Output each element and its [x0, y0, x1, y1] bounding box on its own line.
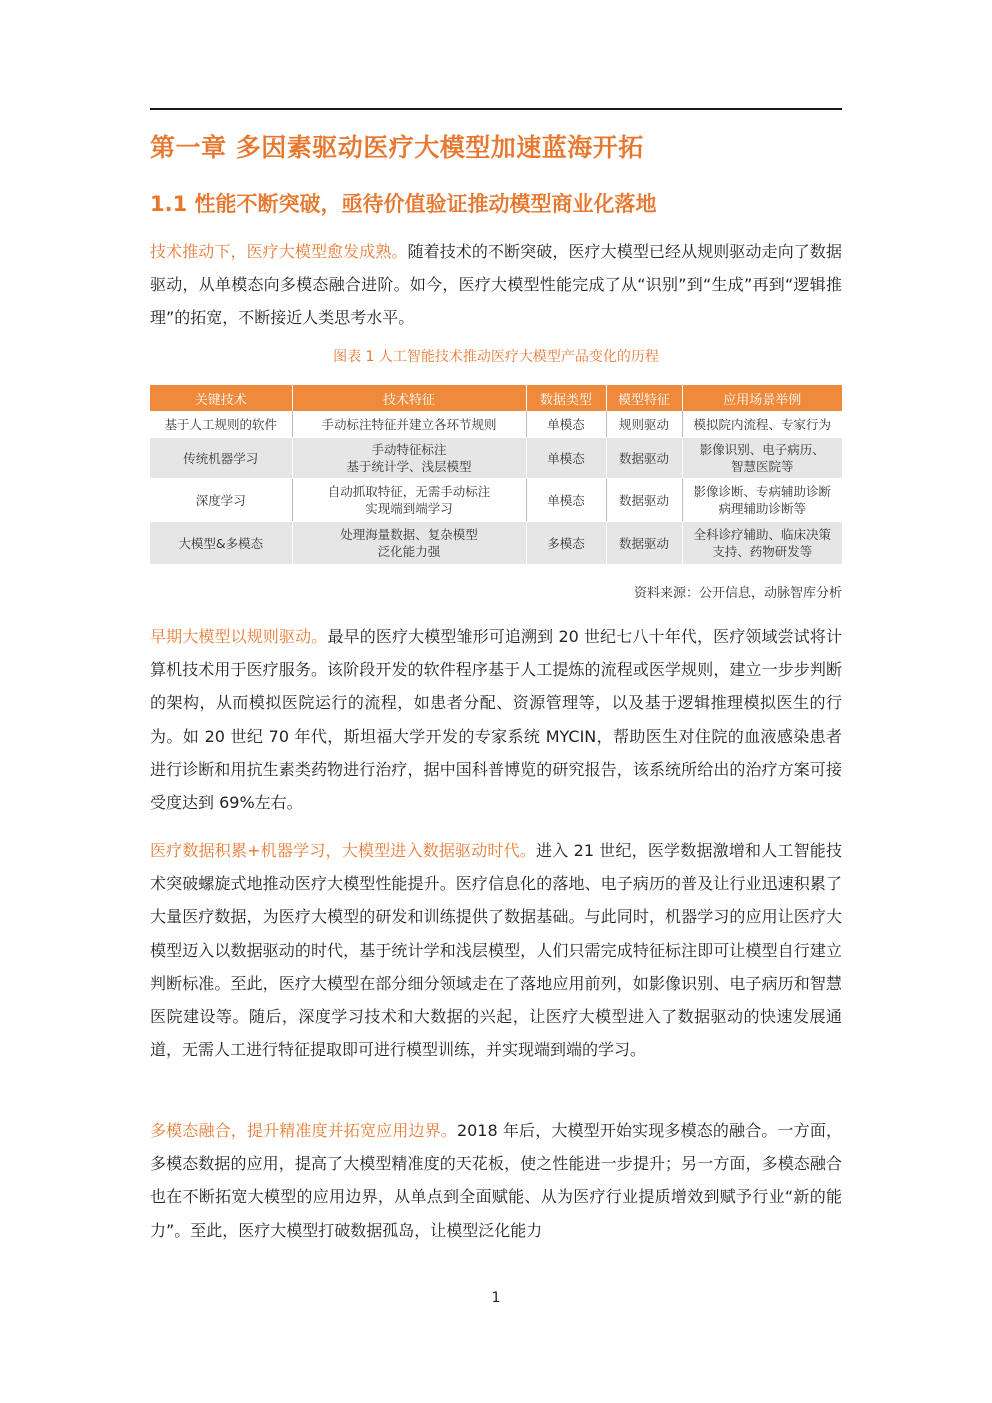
cell-tech-feature	[292, 438, 526, 479]
cell-line: 病理辅助诊断等	[718, 501, 806, 516]
table-header-row	[150, 385, 842, 411]
cell-line: 手动标注特征并建立各环节规则	[321, 416, 497, 432]
table-row	[150, 438, 842, 479]
cell-key-tech: 深度学习	[150, 479, 292, 522]
table-row	[150, 479, 842, 522]
cell-line: 全科诊疗辅助、临床决策	[693, 527, 831, 542]
cell-scenario	[682, 438, 842, 479]
paragraph-lead: 早期大模型以规则驱动。	[150, 627, 328, 646]
cell-line: 智慧医院等	[730, 459, 794, 474]
cell-model-feature: 数据驱动	[606, 479, 682, 522]
header-rule	[150, 108, 842, 110]
cell-key-tech: 大模型&多模态	[150, 522, 292, 565]
cell-model-feature: 数据驱动	[606, 438, 682, 479]
cell-line: 影像诊断、专病辅助诊断	[693, 484, 831, 499]
cell-line: 手动特征标注	[371, 442, 447, 457]
cell-key-tech: 基于人工规则的软件	[150, 411, 292, 438]
cell-data-type: 多模态	[526, 522, 606, 565]
cell-model-feature: 规则驱动	[606, 411, 682, 438]
column-header: 应用场景举例	[682, 385, 842, 411]
cell-line: 自动抓取特征，无需手动标注	[327, 484, 491, 499]
cell-line: 实现端到端学习	[365, 501, 453, 516]
cell-line: 支持、药物研发等	[712, 544, 813, 559]
paragraph-lead: 多模态融合，提升精准度并拓宽应用边界。	[150, 1121, 457, 1140]
cell-key-tech: 传统机器学习	[150, 438, 292, 479]
paragraph-data-driven	[150, 834, 842, 1066]
tech-evolution-table	[150, 385, 842, 565]
paragraph-multimodal	[150, 1114, 842, 1247]
page-number: 1	[491, 1290, 501, 1306]
cell-data-type: 单模态	[526, 411, 606, 438]
section-title: 1.1 性能不断突破，亟待价值验证推动模型商业化落地	[150, 192, 657, 216]
source-note: 资料来源：公开信息，动脉智库分析	[633, 586, 842, 601]
table-row	[150, 411, 842, 438]
cell-line: 泛化能力强	[377, 544, 441, 559]
cell-tech-feature	[292, 479, 526, 522]
cell-line: 模拟院内流程、专家行为	[693, 416, 831, 432]
column-header: 关键技术	[150, 385, 292, 411]
cell-scenario	[682, 479, 842, 522]
column-header: 模型特征	[606, 385, 682, 411]
cell-line: 基于统计学、浅层模型	[346, 459, 472, 474]
column-header: 技术特征	[292, 385, 526, 411]
cell-scenario	[682, 411, 842, 438]
paragraph-body: 进入 21 世纪，医学数据激增和人工智能技术突破螺旋式地推动医疗大模型性能提升。医疗信息化的落地、电子病历的普及让行业迅速积累了大量医疗数据，为医疗大模型的研发和训练提供了数据基础。与此同时，机器学习的应用让医疗大模型迈入以数据驱动的时代，基于统计学和浅层模型，人们只需完成特征标注即可让模型自行建立判断标准。至此，医疗大模型在部分细分领域走在了落地应用前列，如影像识别、电子病历和智慧医院建设等。随后，深度学习技术和大数据的兴起，让医疗大模型进入了数据驱动的快速发展通道，无需人工进行特征提取即可进行模型训练，并实现端到端的学习。	[150, 841, 842, 1060]
cell-line: 处理海量数据、复杂模型	[340, 527, 478, 542]
paragraph-tech-driven	[150, 235, 842, 335]
cell-data-type: 单模态	[526, 479, 606, 522]
table-row	[150, 522, 842, 565]
paragraph-rule-driven	[150, 620, 842, 819]
paragraph-body: 随着技术的不断突破，医疗大模型已经从规则驱动走向了数据驱动，从单模态向多模态融合进阶。如今，医疗大模型性能完成了从“识别”到“生成”再到“逻辑推理”的拓宽，不断接近人类思考水平。	[150, 242, 842, 328]
cell-data-type: 单模态	[526, 438, 606, 479]
paragraph-body: 2018 年后，大模型开始实现多模态的融合。一方面，多模态数据的应用，提高了大模型精准度的天花板，使之性能进一步提升；另一方面，多模态融合也在不断拓宽大模型的应用边界，从单点到全面赋能、从为医疗行业提质增效到赋予行业“新的能力”。至此，医疗大模型打破数据孤岛，让模型泛化能力	[150, 1121, 842, 1240]
chapter-title: 第一章 多因素驱动医疗大模型加速蓝海开拓	[150, 133, 644, 162]
cell-scenario	[682, 522, 842, 565]
column-header: 数据类型	[526, 385, 606, 411]
paragraph-lead: 医疗数据积累+机器学习，大模型进入数据驱动时代。	[150, 841, 536, 860]
cell-line: 影像识别、电子病历、	[699, 442, 825, 457]
cell-tech-feature	[292, 522, 526, 565]
paragraph-body: 最早的医疗大模型雏形可追溯到 20 世纪七八十年代，医疗领域尝试将计算机技术用于医疗服务。该阶段开发的软件程序基于人工提炼的流程或医学规则，建立一步步判断的架构，从而模拟医院运行的流程，如患者分配、资源管理等，以及基于逻辑推理模拟医生的行为。如 20 世纪 70 年代，斯坦福大学开发的专家系统 MYCIN，帮助医生对住院的血液感染患者进行诊断和用抗生素类药物进行治疗，据中国科普博览的研究报告，该系统所给出的治疗方案可接受度达到 69%左右。	[150, 627, 842, 813]
paragraph-lead: 技术推动下，医疗大模型愈发成熟。	[150, 242, 408, 261]
figure-caption: 图表 1 人工智能技术推动医疗大模型产品变化的历程	[333, 349, 659, 365]
cell-model-feature: 数据驱动	[606, 522, 682, 565]
cell-tech-feature	[292, 411, 526, 438]
